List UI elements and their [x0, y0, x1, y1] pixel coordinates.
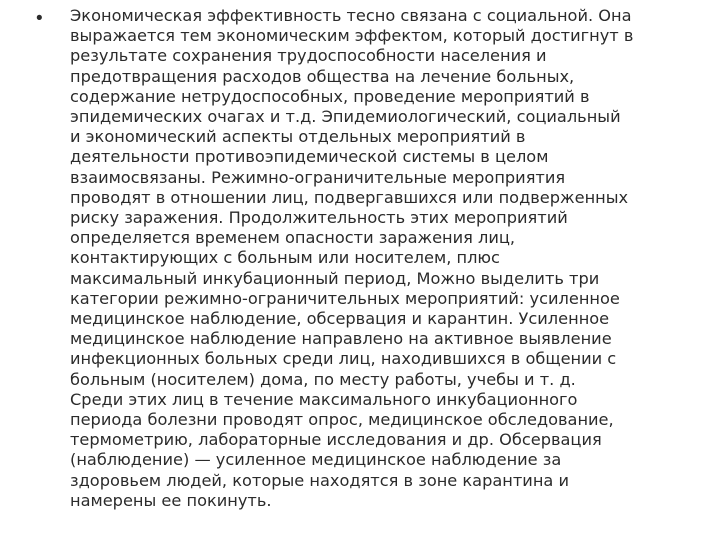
text-line-3: результате сохранения трудоспособности населения и [70, 46, 547, 66]
bullet-icon: • [36, 8, 43, 29]
text-line-9: взаимосвязаны. Режимно-ограничительные мероприятия [70, 167, 566, 187]
text-line-8: деятельности противоэпидемической системы в целом [70, 147, 549, 167]
text-line-18: инфекционных больных среди лиц, находившихся в общении с [70, 349, 617, 369]
text-line-14: максимальный инкубационный период, Можно выделить три [70, 268, 600, 288]
text-line-5: содержание нетрудоспособных, проведение мероприятий в [70, 86, 590, 106]
text-line-24: здоровьем людей, которые находятся в зоне карантина и [70, 470, 569, 490]
text-line-19: больным (носителем) дома, по месту работы, учебы и т. д. [70, 369, 576, 389]
text-line-16: медицинское наблюдение, обсервация и карантин. Усиленное [70, 309, 610, 329]
text-line-23: (наблюдение) — усиленное медицинское наблюдение за [70, 450, 562, 470]
text-line-20: Среди этих лиц в течение максимального инкубационного [70, 389, 578, 409]
text-line-7: и экономический аспекты отдельных мероприятий в [70, 127, 526, 147]
text-line-4: предотвращения расходов общества на лечение больных, [70, 66, 575, 86]
text-line-12: определяется временем опасности заражения лиц, [70, 228, 516, 248]
text-line-15: категории режимно-ограничительных мероприятий: усиленное [70, 288, 620, 308]
paragraph-text [70, 6, 714, 511]
text-line-11: риску заражения. Продолжительность этих мероприятий [70, 208, 568, 228]
text-line-25: намерены ее покинуть. [70, 490, 272, 510]
text-line-1: Экономическая эффективность тесно связана с социальной. Она [70, 6, 632, 25]
text-line-13: контактирующих с больным или носителем, плюс [70, 248, 500, 268]
text-line-21: периода болезни проводят опрос, медицинское обследование, [70, 410, 614, 430]
text-line-17: медицинское наблюдение направлено на активное выявление [70, 329, 612, 349]
text-line-2: выражается тем экономическим эффектом, который достигнут в [70, 26, 634, 46]
text-line-6: эпидемических очагах и т.д. Эпидемиологический, социальный [70, 107, 621, 127]
text-line-10: проводят в отношении лиц, подвергавшихся или подверженных [70, 187, 629, 207]
bullet-paragraph [36, 6, 714, 511]
text-line-22: термометрию, лабораторные исследования и др. Обсервация [70, 430, 602, 450]
